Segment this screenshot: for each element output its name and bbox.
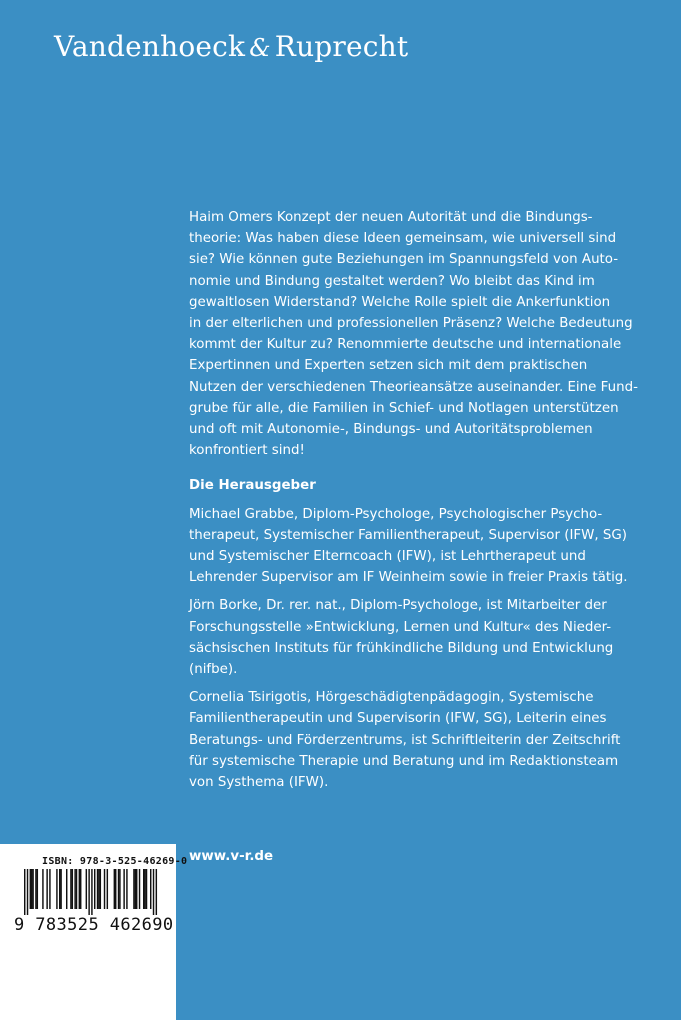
publisher-website-link[interactable]: www.v-r.de (189, 849, 274, 864)
barcode-bar (126, 869, 127, 909)
description-line: und oft mit Autonomie-, Bindungs- und Autoritätsproblemen (189, 422, 593, 438)
barcode-bar (35, 869, 36, 909)
description-line: nomie und Bindung gestaltet werden? Wo bleibt das Kind im (189, 273, 595, 289)
barcode-bar (59, 869, 60, 909)
barcode-bar (150, 869, 151, 909)
editor-bio-line: sächsischen Instituts für frühkindliche Bildung und Entwicklung (189, 640, 614, 656)
description-line: Expertinnen und Experten setzen sich mit dem praktischen (189, 358, 588, 374)
barcode-bar (98, 869, 99, 909)
description-line: in der elterlichen und professionellen Präsenz? Welche Bedeutung (189, 316, 633, 332)
barcode-bar (136, 869, 137, 909)
editor-bio-line: für systemische Therapie und Beratung und im Redaktionsteam (189, 753, 619, 769)
barcode-bar (139, 869, 140, 909)
barcode-bar (76, 869, 77, 909)
editor-bio-line: und Systemischer Elterncoach (IFW), ist Lehrtherapeut und (189, 549, 586, 565)
barcode-bar (94, 869, 95, 909)
editor-bio (189, 504, 628, 589)
barcode-bar (133, 869, 134, 909)
barcode-bar (42, 869, 43, 909)
barcode-bar (72, 869, 73, 909)
barcode-bar (49, 869, 50, 909)
barcode-bar (123, 869, 124, 909)
publisher-name-part2: Ruprecht (274, 30, 409, 63)
barcode-bar (80, 869, 81, 909)
editor-bio-line: Michael Grabbe, Diplom-Psychologe, Psychologischer Psycho- (189, 506, 603, 522)
barcode-digits: 9 783525 462690 (14, 915, 174, 935)
barcode-bar (115, 869, 116, 909)
description-line: kommt der Kultur zu? Renommierte deutsche und internationale (189, 337, 622, 353)
publisher-ampersand: & (249, 34, 271, 62)
barcode-bar (143, 869, 144, 909)
barcode-bar (24, 869, 25, 915)
barcode-bar (32, 869, 33, 909)
barcode-bar (30, 869, 31, 909)
barcode-bar (118, 869, 119, 909)
description-line: sie? Wie können gute Beziehungen im Spannungsfeld von Auto- (189, 252, 619, 268)
editor-bio-line: therapeut, Systemischer Familientherapeut, Supervisor (IFW, SG) (189, 527, 627, 543)
barcode-bar (70, 869, 71, 909)
barcode-bar (79, 869, 80, 909)
barcode-bar (144, 869, 145, 909)
editor-bio-line: Forschungsstelle »Entwicklung, Lernen und Kultur« des Nieder- (189, 619, 612, 635)
editors-list (189, 504, 628, 794)
barcode-bar (46, 869, 47, 909)
editor-bio-line: Beratungs- und Förderzentrums, ist Schriftleiterin der Zeitschrift (189, 732, 621, 748)
isbn-label: ISBN: 978-3-525-46269-0 (42, 856, 188, 867)
editor-bio-line: Cornelia Tsirigotis, Hörgeschädigtenpädagogin, Systemische (189, 690, 594, 706)
editors-heading: Die Herausgeber (189, 478, 316, 494)
editor-bio-line: von Systhema (IFW). (189, 775, 329, 791)
barcode-bar (135, 869, 136, 909)
editor-bio-line: Jörn Borke, Dr. rer. nat., Diplom-Psychologe, ist Mitarbeiter der (189, 598, 607, 614)
barcode-bar (114, 869, 115, 909)
barcode-bar (31, 869, 32, 909)
description-blurb (189, 207, 638, 461)
barcode-bar (37, 869, 38, 909)
barcode-bar (74, 869, 75, 909)
editor-bio (189, 687, 621, 793)
barcode-bar (66, 869, 67, 909)
ean-barcode (24, 869, 166, 915)
barcode-bar (56, 869, 57, 909)
barcode-bar (100, 869, 101, 909)
barcode-bar (153, 869, 154, 915)
description-line: Haim Omers Konzept der neuen Autorität und die Bindungs- (189, 210, 593, 225)
editor-bio (189, 595, 614, 680)
barcode-bar (86, 869, 87, 909)
editor-bio-line: Lehrender Supervisor am IF Weinheim sowie in freier Praxis tätig. (189, 570, 628, 586)
barcode-panel (0, 844, 188, 1020)
barcode-bar (104, 869, 105, 909)
barcode-bar (146, 869, 147, 909)
editor-bio-line: (nifbe). (189, 662, 238, 678)
barcode-bar (156, 869, 157, 915)
barcode-bar (119, 869, 120, 909)
description-line: Nutzen der verschiedenen Theorieansätze auseinander. Eine Fund- (189, 379, 638, 395)
publisher-logo (54, 30, 408, 63)
barcode-bar (27, 869, 28, 915)
barcode-bar (60, 869, 61, 909)
description-line: konfrontiert sind! (189, 443, 305, 459)
editor-bio-line: Familientherapeutin und Supervisorin (IFW, SG), Leiterin eines (189, 711, 607, 727)
barcode-bar (97, 869, 98, 909)
back-cover-text (189, 207, 638, 793)
description-line: theorie: Was haben diese Ideen gemeinsam, wie universell sind (189, 231, 617, 247)
description-line: gewaltlosen Widerstand? Welche Rolle spielt die Ankerfunktion (189, 294, 611, 310)
description-line: grube für alle, die Familien in Schief- und Notlagen unterstützen (189, 400, 619, 416)
publisher-name-part1: Vandenhoeck (54, 30, 246, 63)
barcode-bar (88, 869, 89, 915)
barcode-bar (107, 869, 108, 909)
barcode-bar (91, 869, 92, 915)
